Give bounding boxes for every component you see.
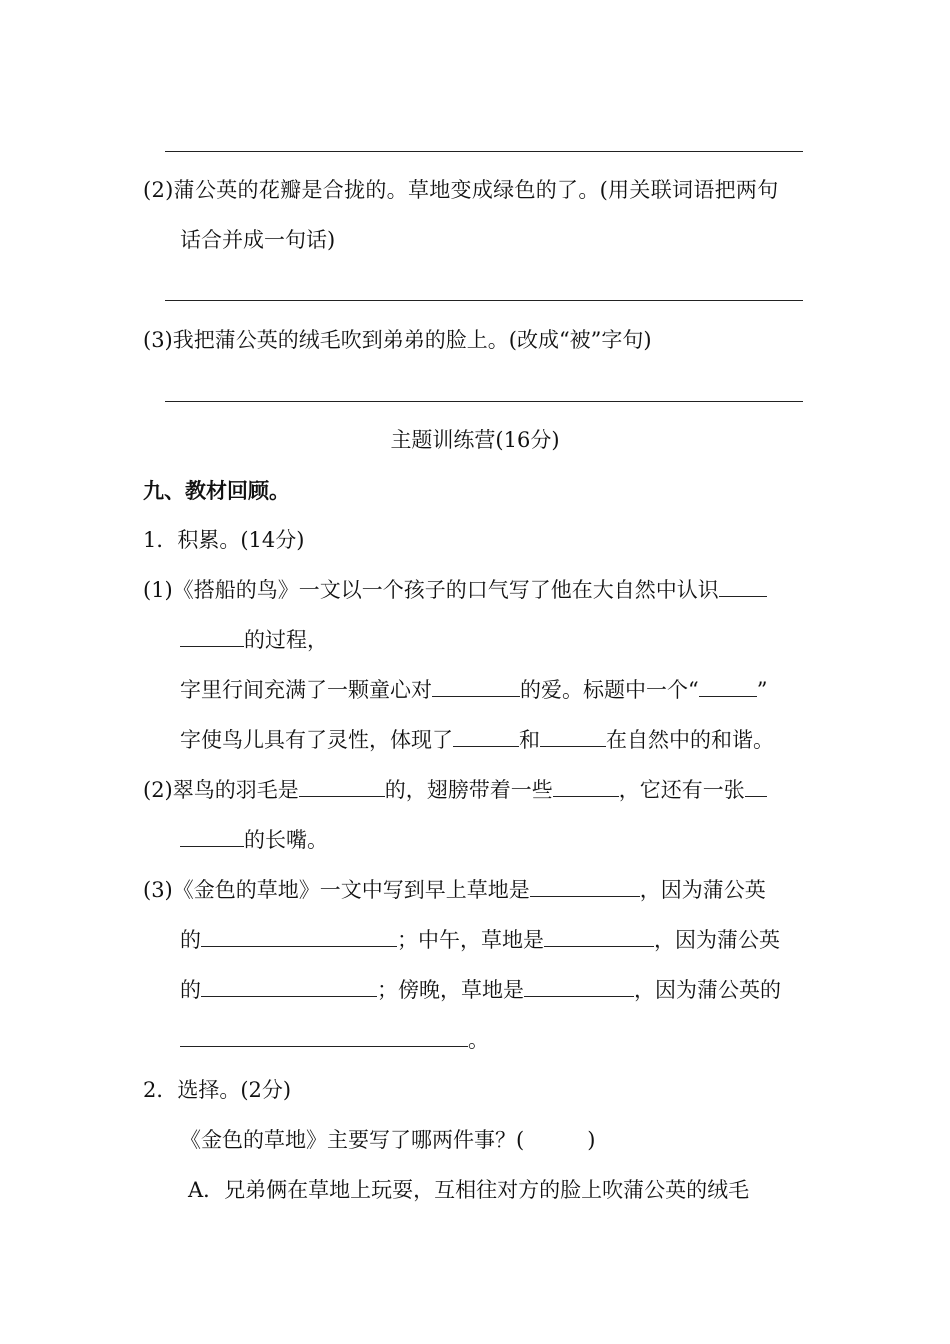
q9-item3-line1 [143,876,766,904]
q9-item2-text-b: 的长嘴。 [244,828,328,852]
fill-blank[interactable] [432,676,520,697]
q9-item1-text-a: (1)《搭船的鸟》一文以一个孩子的口气写了他在大自然中认识 [143,578,719,602]
fill-blank[interactable] [540,726,606,747]
q9-item3-text-c1: 的 [180,978,201,1002]
q9-item3-line4 [180,1026,489,1054]
q9-item3-text-b2: ；中午，草地是 [397,928,544,952]
fill-blank[interactable] [699,676,757,697]
q9-part2-option-a: A．兄弟俩在草地上玩耍，互相往对方的脸上吹蒲公英的绒毛 [188,1178,750,1202]
q8-item2-line1: (2)蒲公英的花瓣是合拢的。草地变成绿色的了。(用关联词语把两句 [143,178,779,202]
q9-item1-line2 [180,626,328,654]
answer-line [165,151,803,152]
fill-blank[interactable] [180,826,244,847]
q9-item1-text-d3: 在自然中的和谐。 [606,728,774,752]
q9-item3-line3 [180,976,781,1004]
q9-part2-heading: 2．选择。(2分) [143,1078,292,1102]
q9-item2-text-a3: ，它还有一张 [618,778,745,802]
q9-item3-text-a1: (3)《金色的草地》一文中写到早上草地是 [143,878,530,902]
q8-item2-line2: 话合并成一句话) [180,228,336,252]
q9-item1-line1 [143,576,767,604]
q9-part2-question: 《金色的草地》主要写了哪两件事？( ) [180,1128,596,1152]
q9-item1-text-c1: 字里行间充满了一颗童心对 [180,678,432,702]
fill-blank[interactable] [530,876,640,897]
q9-item3-text-b1: 的 [180,928,201,952]
q9-item3-text-a2: ，因为蒲公英 [639,878,766,902]
fill-blank[interactable] [180,626,244,647]
q9-item2-line1 [143,776,767,804]
fill-blank[interactable] [524,976,634,997]
fill-blank[interactable] [201,926,397,947]
q9-item1-line4 [180,726,774,754]
q9-item3-text-c3: ，因为蒲公英的 [634,978,781,1002]
q9-item3-text-b3: ，因为蒲公英 [654,928,780,952]
q9-item3-text-d: 。 [468,1028,489,1052]
answer-line [165,401,803,402]
fill-blank[interactable] [745,776,767,797]
q9-item3-text-c2: ；傍晚，草地是 [377,978,524,1002]
q9-item1-text-d2: 和 [519,728,540,752]
q9-item1-text-c2: 的爱。标题中一个“ [520,678,699,702]
q9-item3-line2 [180,926,780,954]
q9-item1-text-c3: ” [756,678,768,702]
fill-blank[interactable] [553,776,619,797]
q9-item2-text-a2: 的，翅膀带着一些 [384,778,553,802]
answer-line [165,300,803,301]
fill-blank[interactable] [180,1026,468,1047]
q9-heading: 九、教材回顾。 [143,479,290,503]
q9-item1-text-b: 的过程， [244,628,328,652]
fill-blank[interactable] [544,926,654,947]
section-title: 主题训练营(16分) [390,428,560,452]
fill-blank[interactable] [201,976,377,997]
fill-blank[interactable] [453,726,519,747]
q9-item2-text-a1: (2)翠鸟的羽毛是 [143,778,299,802]
q9-item1-line3 [180,676,768,704]
q9-part1-heading: 1．积累。(14分) [143,528,305,552]
q9-item1-text-d1: 字使鸟儿具有了灵性，体现了 [180,728,453,752]
q8-item3-line1: (3)我把蒲公英的绒毛吹到弟弟的脸上。(改成“被”字句) [143,328,652,352]
q9-item2-line2 [180,826,328,854]
fill-blank[interactable] [719,576,767,597]
fill-blank[interactable] [299,776,385,797]
